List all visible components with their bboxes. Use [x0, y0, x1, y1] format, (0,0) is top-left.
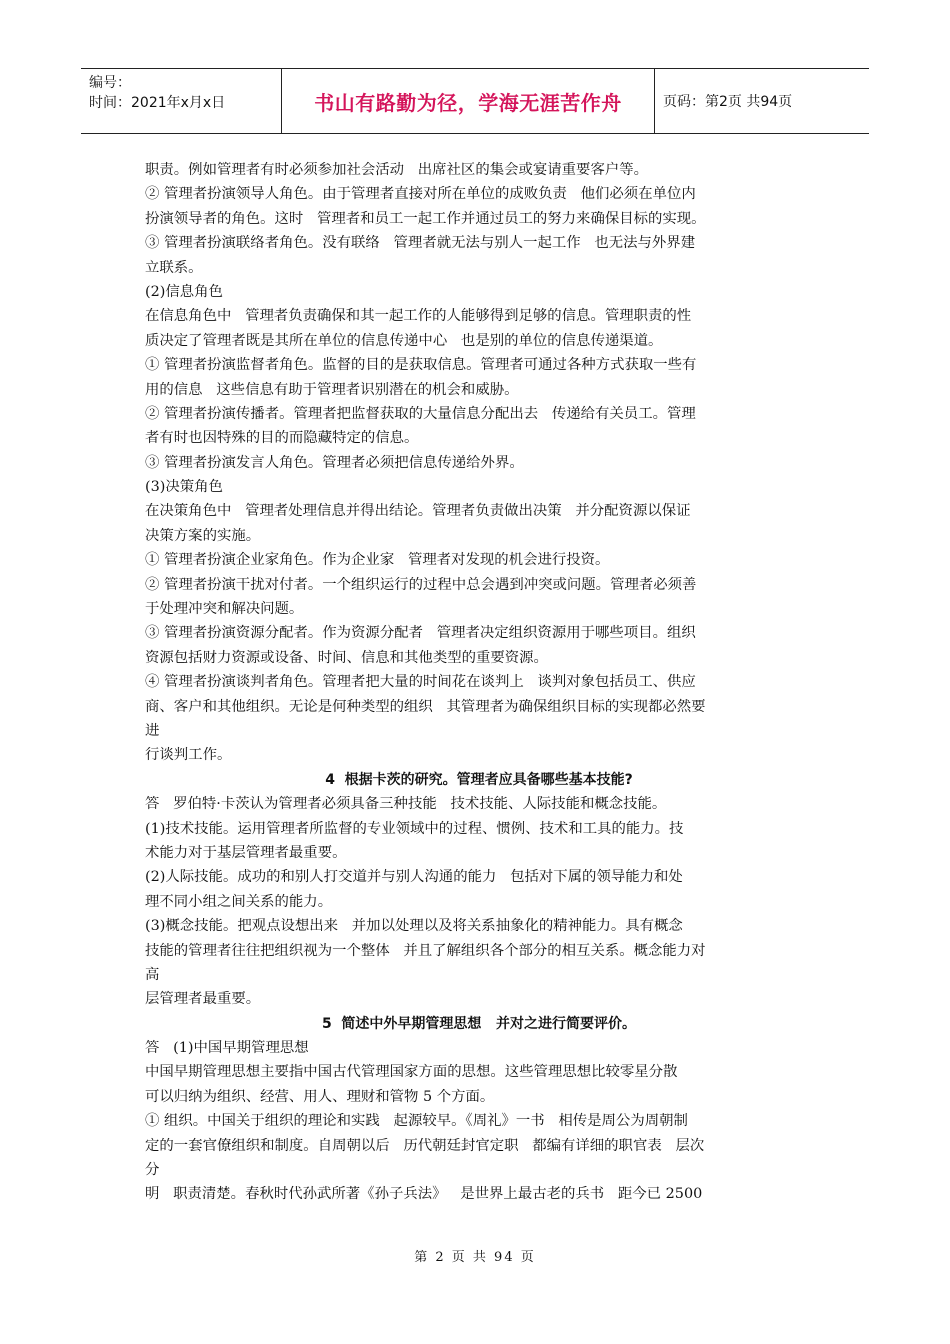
- body-line: (3)决策角色: [145, 479, 223, 496]
- body-line: 理不同小组之间关系的能力。: [145, 893, 333, 910]
- body-line: 在信息角色中 管理者负责确保和其一起工作的人能够得到足够的信息。管理职责的性: [145, 308, 692, 325]
- body-line: 层管理者最重要。: [145, 991, 261, 1008]
- question-heading: 4 根据卡茨的研究。管理者应具备哪些基本技能?: [325, 771, 633, 788]
- body-line: (1)技术技能。运用管理者所监督的专业领域中的过程、惯例、技术和工具的能力。技: [145, 820, 684, 837]
- body-line: ③ 管理者扮演发言人角色。管理者必须把信息传递给外界。: [145, 454, 524, 471]
- body-line: 答 罗伯特·卡茨认为管理者必须具备三种技能 技术技能、人际技能和概念技能。: [145, 796, 667, 813]
- page-header: [81, 68, 869, 134]
- body-line: (3)概念技能。把观点设想出来 并加以处理以及将关系抽象化的精神能力。具有概念: [145, 918, 683, 935]
- body-line: 用的信息 这些信息有助于管理者识别潜在的机会和威胁。: [145, 381, 519, 398]
- body-line: 行谈判工作。: [145, 747, 232, 764]
- body-line: ④ 管理者扮演谈判者角色。管理者把大量的时间花在谈判上 谈判对象包括员工、供应: [145, 674, 696, 691]
- header-page-number: 页码：第2页 共94页: [663, 94, 793, 110]
- body-line: 明 职责清楚。春秋时代孙武所著《孙子兵法》 是世界上最古老的兵书 距今已 2500: [145, 1186, 703, 1203]
- body-line: 定的一套官僚组织和制度。自周朝以后 历代朝廷封官定职 都编有详细的职官表 层次: [145, 1137, 705, 1154]
- body-line: 决策方案的实施。: [145, 527, 261, 544]
- body-line: 可以归纳为组织、经营、用人、理财和管物 5 个方面。: [145, 1088, 495, 1105]
- document-body: [145, 158, 813, 1207]
- body-line: ③ 管理者扮演联络者角色。没有联络 管理者就无法与别人一起工作 也无法与外界建: [145, 235, 696, 252]
- body-line: ② 管理者扮演传播者。管理者把监督获取的大量信息分配出去 传递给有关员工。管理: [145, 405, 696, 422]
- body-line: 者有时也因特殊的目的而隐藏特定的信息。: [145, 430, 419, 447]
- question-heading: 5 简述中外早期管理思想 并对之进行简要评价。: [321, 1015, 637, 1032]
- body-line: 答 (1)中国早期管理思想: [145, 1040, 309, 1057]
- body-line: 进: [145, 722, 160, 739]
- body-line: 立联系。: [145, 259, 203, 276]
- body-line: 术能力对于基层管理者最重要。: [145, 844, 347, 861]
- document-number-label: 编号：: [89, 75, 131, 91]
- body-line: ③ 管理者扮演资源分配者。作为资源分配者 管理者决定组织资源用于哪些项目。组织: [145, 625, 696, 642]
- body-line: ① 管理者扮演监督者角色。监督的目的是获取信息。管理者可通过各种方式获取一些有: [145, 357, 697, 374]
- body-line: 技能的管理者往往把组织视为一个整体 并且了解组织各个部分的相互关系。概念能力对: [145, 942, 706, 959]
- body-line: ② 管理者扮演领导人角色。由于管理者直接对所在单位的成败负责 他们必须在单位内: [145, 186, 696, 203]
- page-footer: 第 2 页 共 94 页: [414, 1250, 536, 1265]
- body-line: 质决定了管理者既是其所在单位的信息传递中心 也是别的单位的信息传递渠道。: [145, 332, 663, 349]
- body-line: 商、客户和其他组织。无论是何种类型的组织 其管理者为确保组织目标的实现都必然要: [145, 698, 706, 715]
- body-line: 高: [145, 966, 160, 983]
- body-line: 在决策角色中 管理者处理信息并得出结论。管理者负责做出决策 并分配资源以保证: [145, 503, 691, 520]
- body-line: 中国早期管理思想主要指中国古代管理国家方面的思想。这些管理思想比较零星分散: [145, 1064, 678, 1081]
- body-line: (2)信息角色: [145, 283, 223, 300]
- body-line: 资源包括财力资源或设备、时间、信息和其他类型的重要资源。: [145, 649, 548, 666]
- header-motto: 书山有路勤为径，学海无涯苦作舟: [282, 69, 655, 133]
- body-line: 分: [145, 1162, 160, 1179]
- body-line: 扮演领导者的角色。这时 管理者和员工一起工作并通过员工的努力来确保目标的实现。: [145, 210, 706, 227]
- body-line: (2)人际技能。成功的和别人打交道并与别人沟通的能力 包括对下属的领导能力和处: [145, 869, 683, 886]
- body-line: 职责。例如管理者有时必须参加社会活动 出席社区的集会或宴请重要客户等。: [145, 162, 649, 178]
- document-time-label: 时间：2021年x月x日: [89, 95, 226, 111]
- header-meta: [81, 69, 282, 133]
- body-line: 于处理冲突和解决问题。: [145, 601, 304, 618]
- body-line: ① 组织。中国关于组织的理论和实践 起源较早。《周礼》一书 相传是周公为周朝制: [145, 1113, 688, 1130]
- body-line: ① 管理者扮演企业家角色。作为企业家 管理者对发现的机会进行投资。: [145, 552, 610, 569]
- body-line: ② 管理者扮演干扰对付者。一个组织运行的过程中总会遇到冲突或问题。管理者必须善: [145, 576, 697, 593]
